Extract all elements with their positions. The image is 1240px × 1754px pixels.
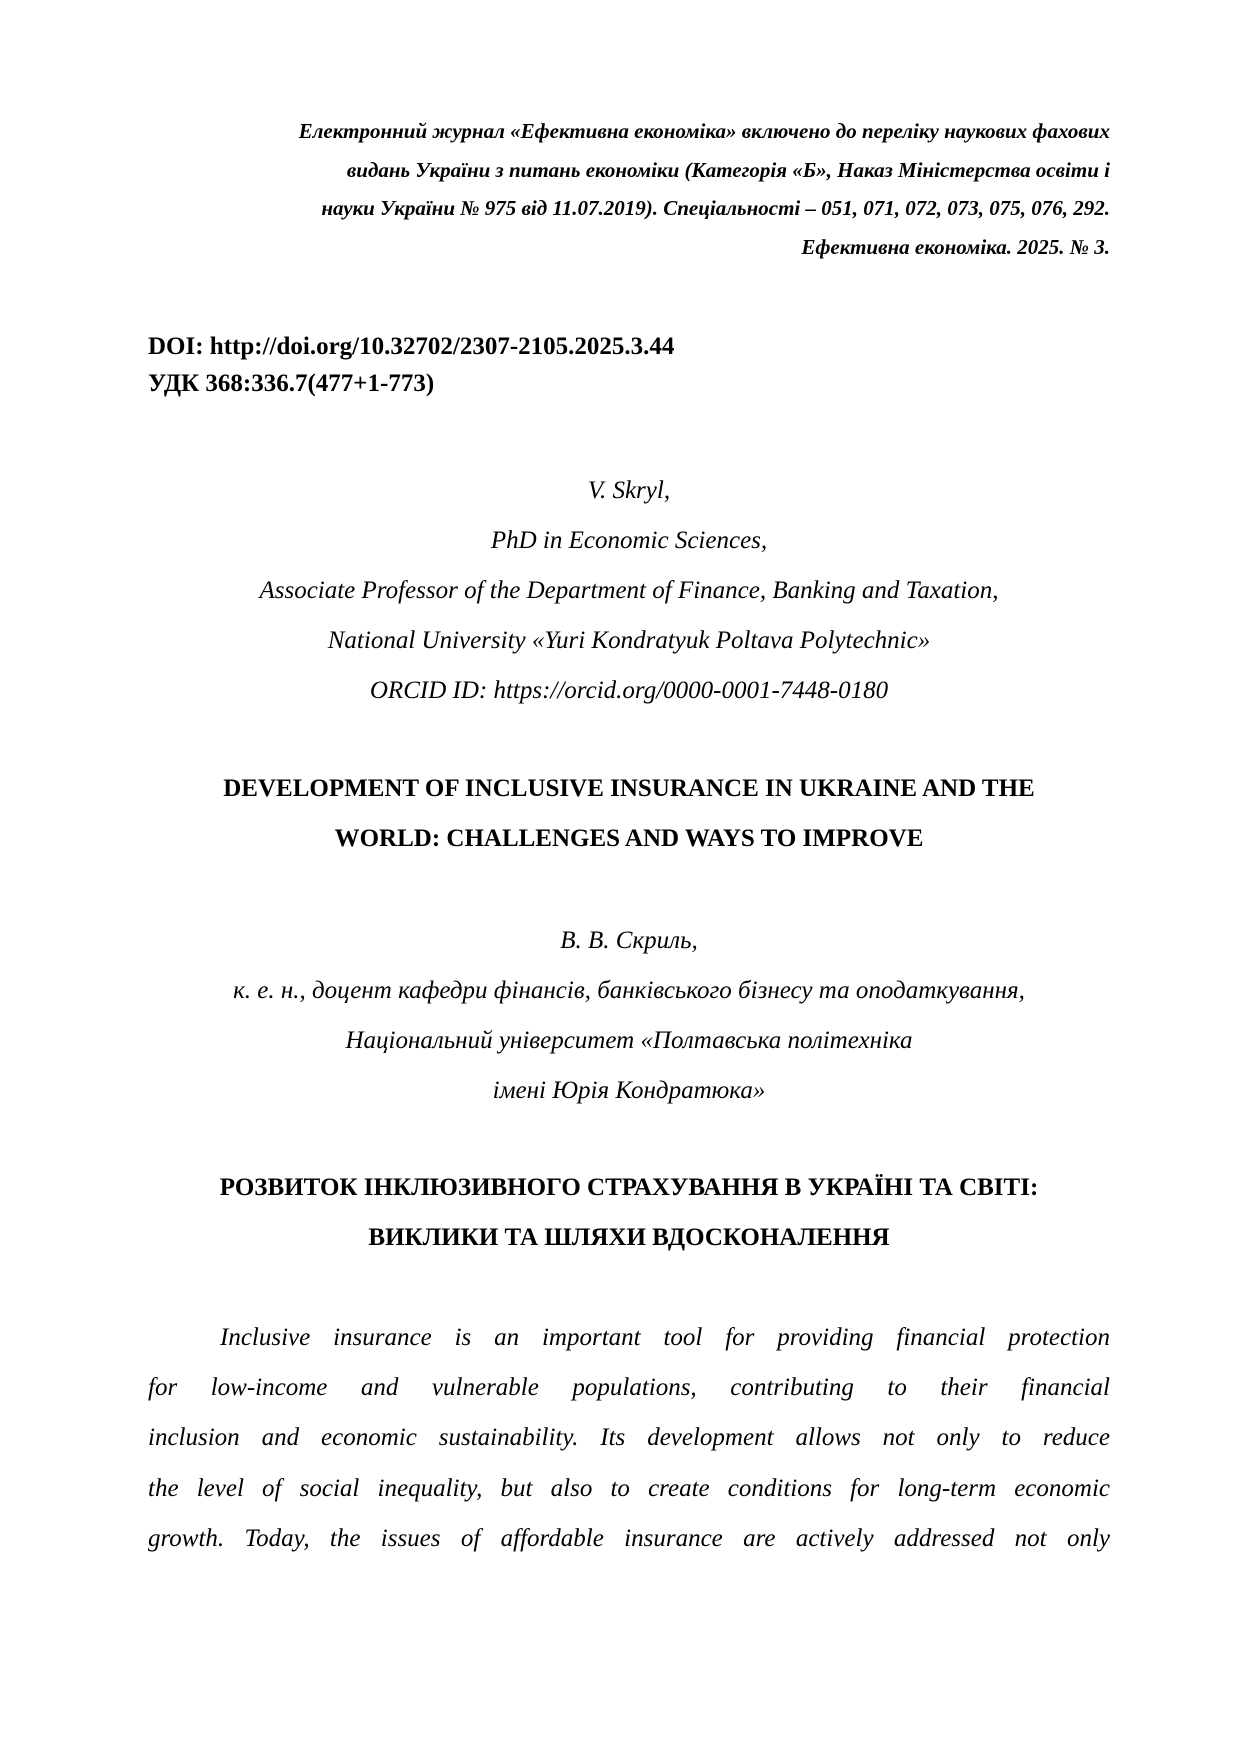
abstract-line-2: for low-income and vulnerable populations, contributing to their financial <box>148 1374 1110 1402</box>
author-affiliation-en: National University «Yuri Kondratyuk Poltava Polytechnic» <box>327 627 931 654</box>
abstract-line-5: growth. Today, the issues of affordable insurance are actively addressed not only <box>148 1524 1110 1552</box>
author-position-uk: к. е. н., доцент кафедри фінансів, банківського бізнесу та оподаткування, <box>233 977 1025 1004</box>
author-name-uk: В. В. Скриль, <box>560 927 698 954</box>
author-affiliation-uk-2: імені Юрія Кондратюка» <box>492 1077 766 1104</box>
author-degree-en: PhD in Economic Sciences, <box>490 527 768 554</box>
article-title-uk <box>148 1163 1110 1263</box>
title-uk-line-1: РОЗВИТОК ІНКЛЮЗИВНОГО СТРАХУВАННЯ В УКРАЇНІ ТА СВІТІ: <box>219 1174 1039 1201</box>
udc-code: УДК 368:336.7(477+1-773) <box>148 370 435 397</box>
author-name-en: V. Skryl, <box>587 477 671 504</box>
title-uk-line-2: ВИКЛИКИ ТА ШЛЯХИ ВДОСКОНАЛЕННЯ <box>368 1224 890 1251</box>
abstract-paragraph <box>148 1313 1110 1564</box>
author-position-en: Associate Professor of the Department of Finance, Banking and Taxation, <box>259 577 999 604</box>
author-info-en <box>148 466 1110 716</box>
journal-notice-line-1: Електронний журнал «Ефективна економіка» включено до переліку наукових фахових <box>298 119 1110 143</box>
journal-notice <box>148 112 1110 266</box>
abstract-line-4: the level of social inequality, but also to create conditions for long-term economic <box>148 1474 1110 1502</box>
article-title-en <box>148 764 1110 864</box>
doi-link[interactable]: DOI: http://doi.org/10.32702/2307-2105.2025.3.44 <box>148 333 675 360</box>
abstract-line-3: inclusion and economic sustainability. Its development allows not only to reduce <box>148 1424 1110 1452</box>
abstract-line-1: Inclusive insurance is an important tool for providing financial protection <box>220 1324 1110 1351</box>
title-en-line-1: DEVELOPMENT OF INCLUSIVE INSURANCE IN UKRAINE AND THE <box>223 775 1035 802</box>
author-info-uk <box>148 916 1110 1116</box>
author-orcid-link[interactable]: ORCID ID: https://orcid.org/0000-0001-7448-0180 <box>369 677 889 704</box>
journal-notice-line-2: видань України з питань економіки (Категорія «Б», Наказ Міністерства освіти і <box>346 157 1110 182</box>
title-en-line-2: WORLD: CHALLENGES AND WAYS TO IMPROVE <box>334 825 924 852</box>
article-identifiers <box>148 328 674 402</box>
journal-notice-line-4: Ефективна економіка. 2025. № 3. <box>801 234 1110 259</box>
journal-notice-line-3: науки України № 975 від 11.07.2019). Спеціальності – 051, 071, 072, 073, 075, 076, 292. <box>321 196 1110 220</box>
author-affiliation-uk-1: Національний університет «Полтавська політехніка <box>345 1027 913 1054</box>
